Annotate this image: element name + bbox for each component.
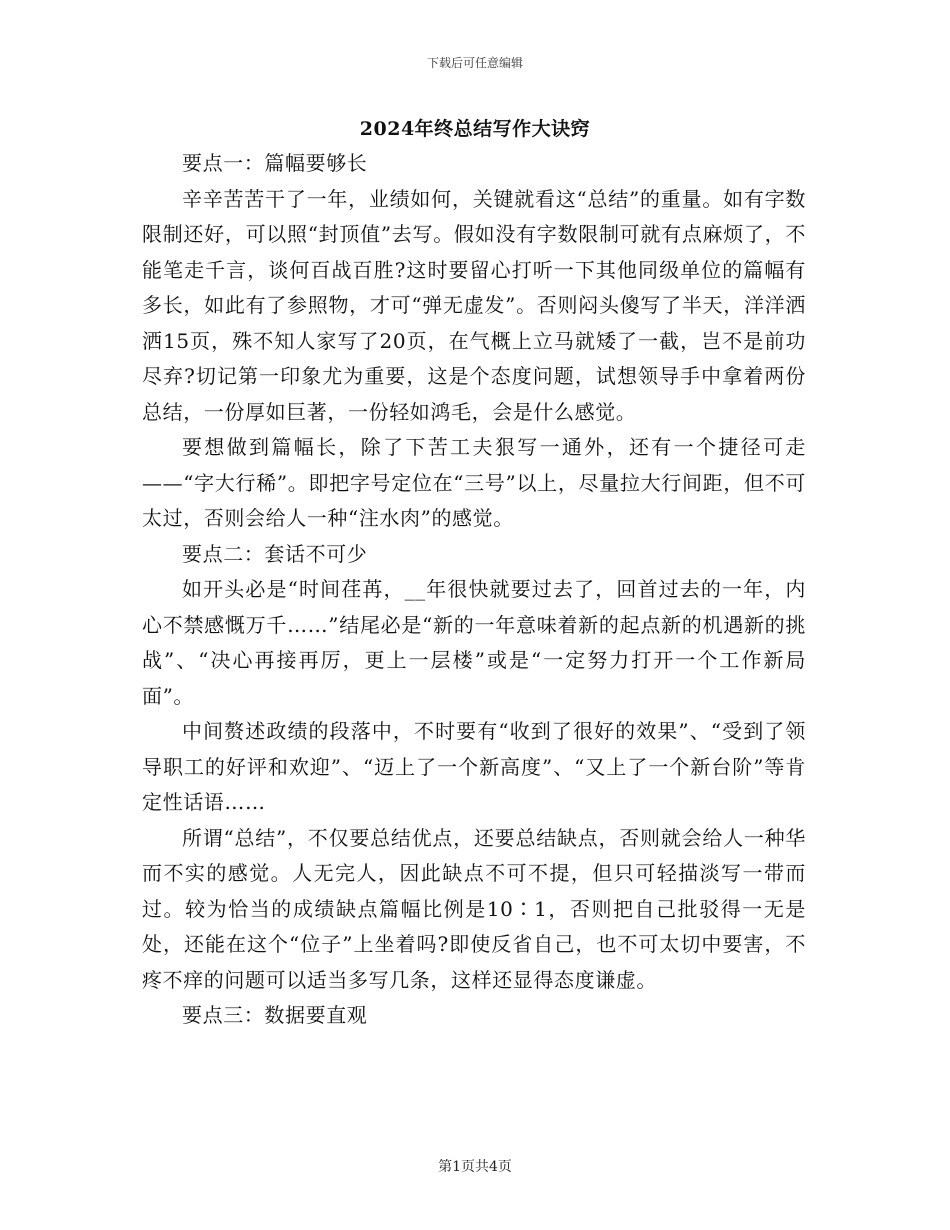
page-footer-number: 第1页共4页 xyxy=(438,1159,512,1175)
paragraph: 中间赘述政绩的段落中，不时要有“收到了很好的效果”、“受到了领导职工的好评和欢迎”、“迈上了一个新高度”、“又上了一个新台阶”等肯定性话语…… xyxy=(142,719,806,814)
section-heading-1: 要点一：篇幅要够长 xyxy=(182,151,368,175)
document-body xyxy=(142,146,806,1034)
section-heading-3: 要点三：数据要直观 xyxy=(182,1003,368,1027)
paragraph: 要想做到篇幅长，除了下苦工夫狠写一通外，还有一个捷径可走——“字大行稀”。即把字号定位在“三号”以上，尽量拉大行间距，但不可太过，否则会给人一种“注水肉”的感觉。 xyxy=(142,435,806,530)
document-title: 2024年终总结写作大诀窍 xyxy=(359,118,591,140)
paragraph: 所谓“总结”，不仅要总结优点，还要总结缺点，否则就会给人一种华而不实的感觉。人无完人，因此缺点不可不提，但只可轻描淡写一带而过。较为恰当的成绩缺点篇幅比例是10∶1，否则把自己批驳得一无是处，还能在这个“位子”上坐着吗?即使反省自己，也不可太切中要害，不疼不痒的问题可以适当多写几条，这样还显得态度谦虚。 xyxy=(142,825,806,992)
paragraph: 辛辛苦苦干了一年，业绩如何，关键就看这“总结”的重量。如有字数限制还好，可以照“封顶值”去写。假如没有字数限制可就有点麻烦了，不能笔走千言，谈何百战百胜?这时要留心打听一下其他同级单位的篇幅有多长，如此有了参照物，才可“弹无虚发”。否则闷头傻写了半天，洋洋洒洒15页，殊不知人家写了20页，在气概上立马就矮了一截，岂不是前功尽弃?切记第一印象尤为重要，这是个态度问题，试想领导手中拿着两份总结，一份厚如巨著，一份轻如鸿毛，会是什么感觉。 xyxy=(142,186,806,424)
page-header-note: 下载后可任意编辑 xyxy=(426,56,523,70)
section-heading-2: 要点二：套话不可少 xyxy=(182,541,368,566)
paragraph: 如开头必是“时间荏苒，__年很快就要过去了，回首过去的一年，内心不禁感慨万千……”结尾必是“新的一年意味着新的起点新的机遇新的挑战”、“决心再接再厉，更上一层楼”或是“一定努力打开一个工作新局面”。 xyxy=(142,577,806,708)
